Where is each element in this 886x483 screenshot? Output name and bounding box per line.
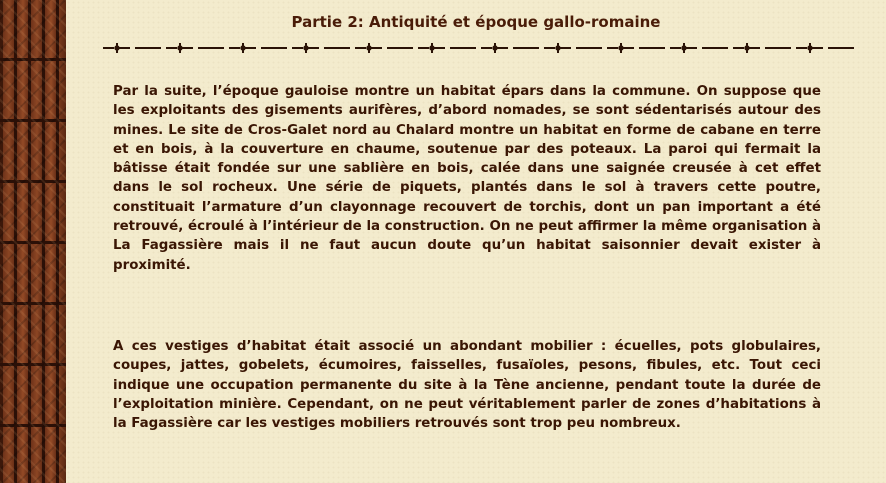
timber-texture	[0, 0, 66, 483]
timber-frame-sidebar	[0, 0, 66, 483]
page-content	[66, 0, 886, 483]
paragraph-mobilier: A ces vestiges d’habitat était associé un abondant mobilier : écuelles, pots globulaires, coupes, jattes, gobelets, écumoires, faisselles, fusaïoles, pesons, fibules, etc. Tout ceci indique une occupation permanente du site à la Tène ancienne, pendant toute la durée de l’exploitation minière. Cependant, on ne peut véritablement parler de zones d’habitations à la Fagassière car les vestiges mobiliers retrouvés sont trop peu nombreux.	[113, 339, 821, 432]
page-title: Partie 2: Antiquité et époque gallo-romaine	[291, 13, 661, 31]
paragraph-habitat: Par la suite, l’époque gauloise montre un habitat épars dans la commune. On suppose que les exploitants des gisements aurifères, d’abord nomades, se sont sédentarisés autour des mines. Le site de Cros-Galet nord au Chalard montre un habitat en forme de cabane en terre et en bois, à la couverture en chaume, soutenue par des poteaux. La paroi qui fermait la bâtisse était fondée sur une sablière en bois, calée dans une saignée creusée à cet effet dans le sol rocheux. Une série de piquets, plantés dans le sol à travers cette poutre, constituait l’armature d’un clayonnage recouvert de torchis, dont un pan important a été retrouvé, écroulé à l’intérieur de la construction. On ne peut affirmer la même organisation à La Fagassière mais il ne faut aucun doute qu’un habitat saisonnier devait exister à proximité.	[113, 84, 821, 273]
decorative-divider	[103, 41, 856, 55]
